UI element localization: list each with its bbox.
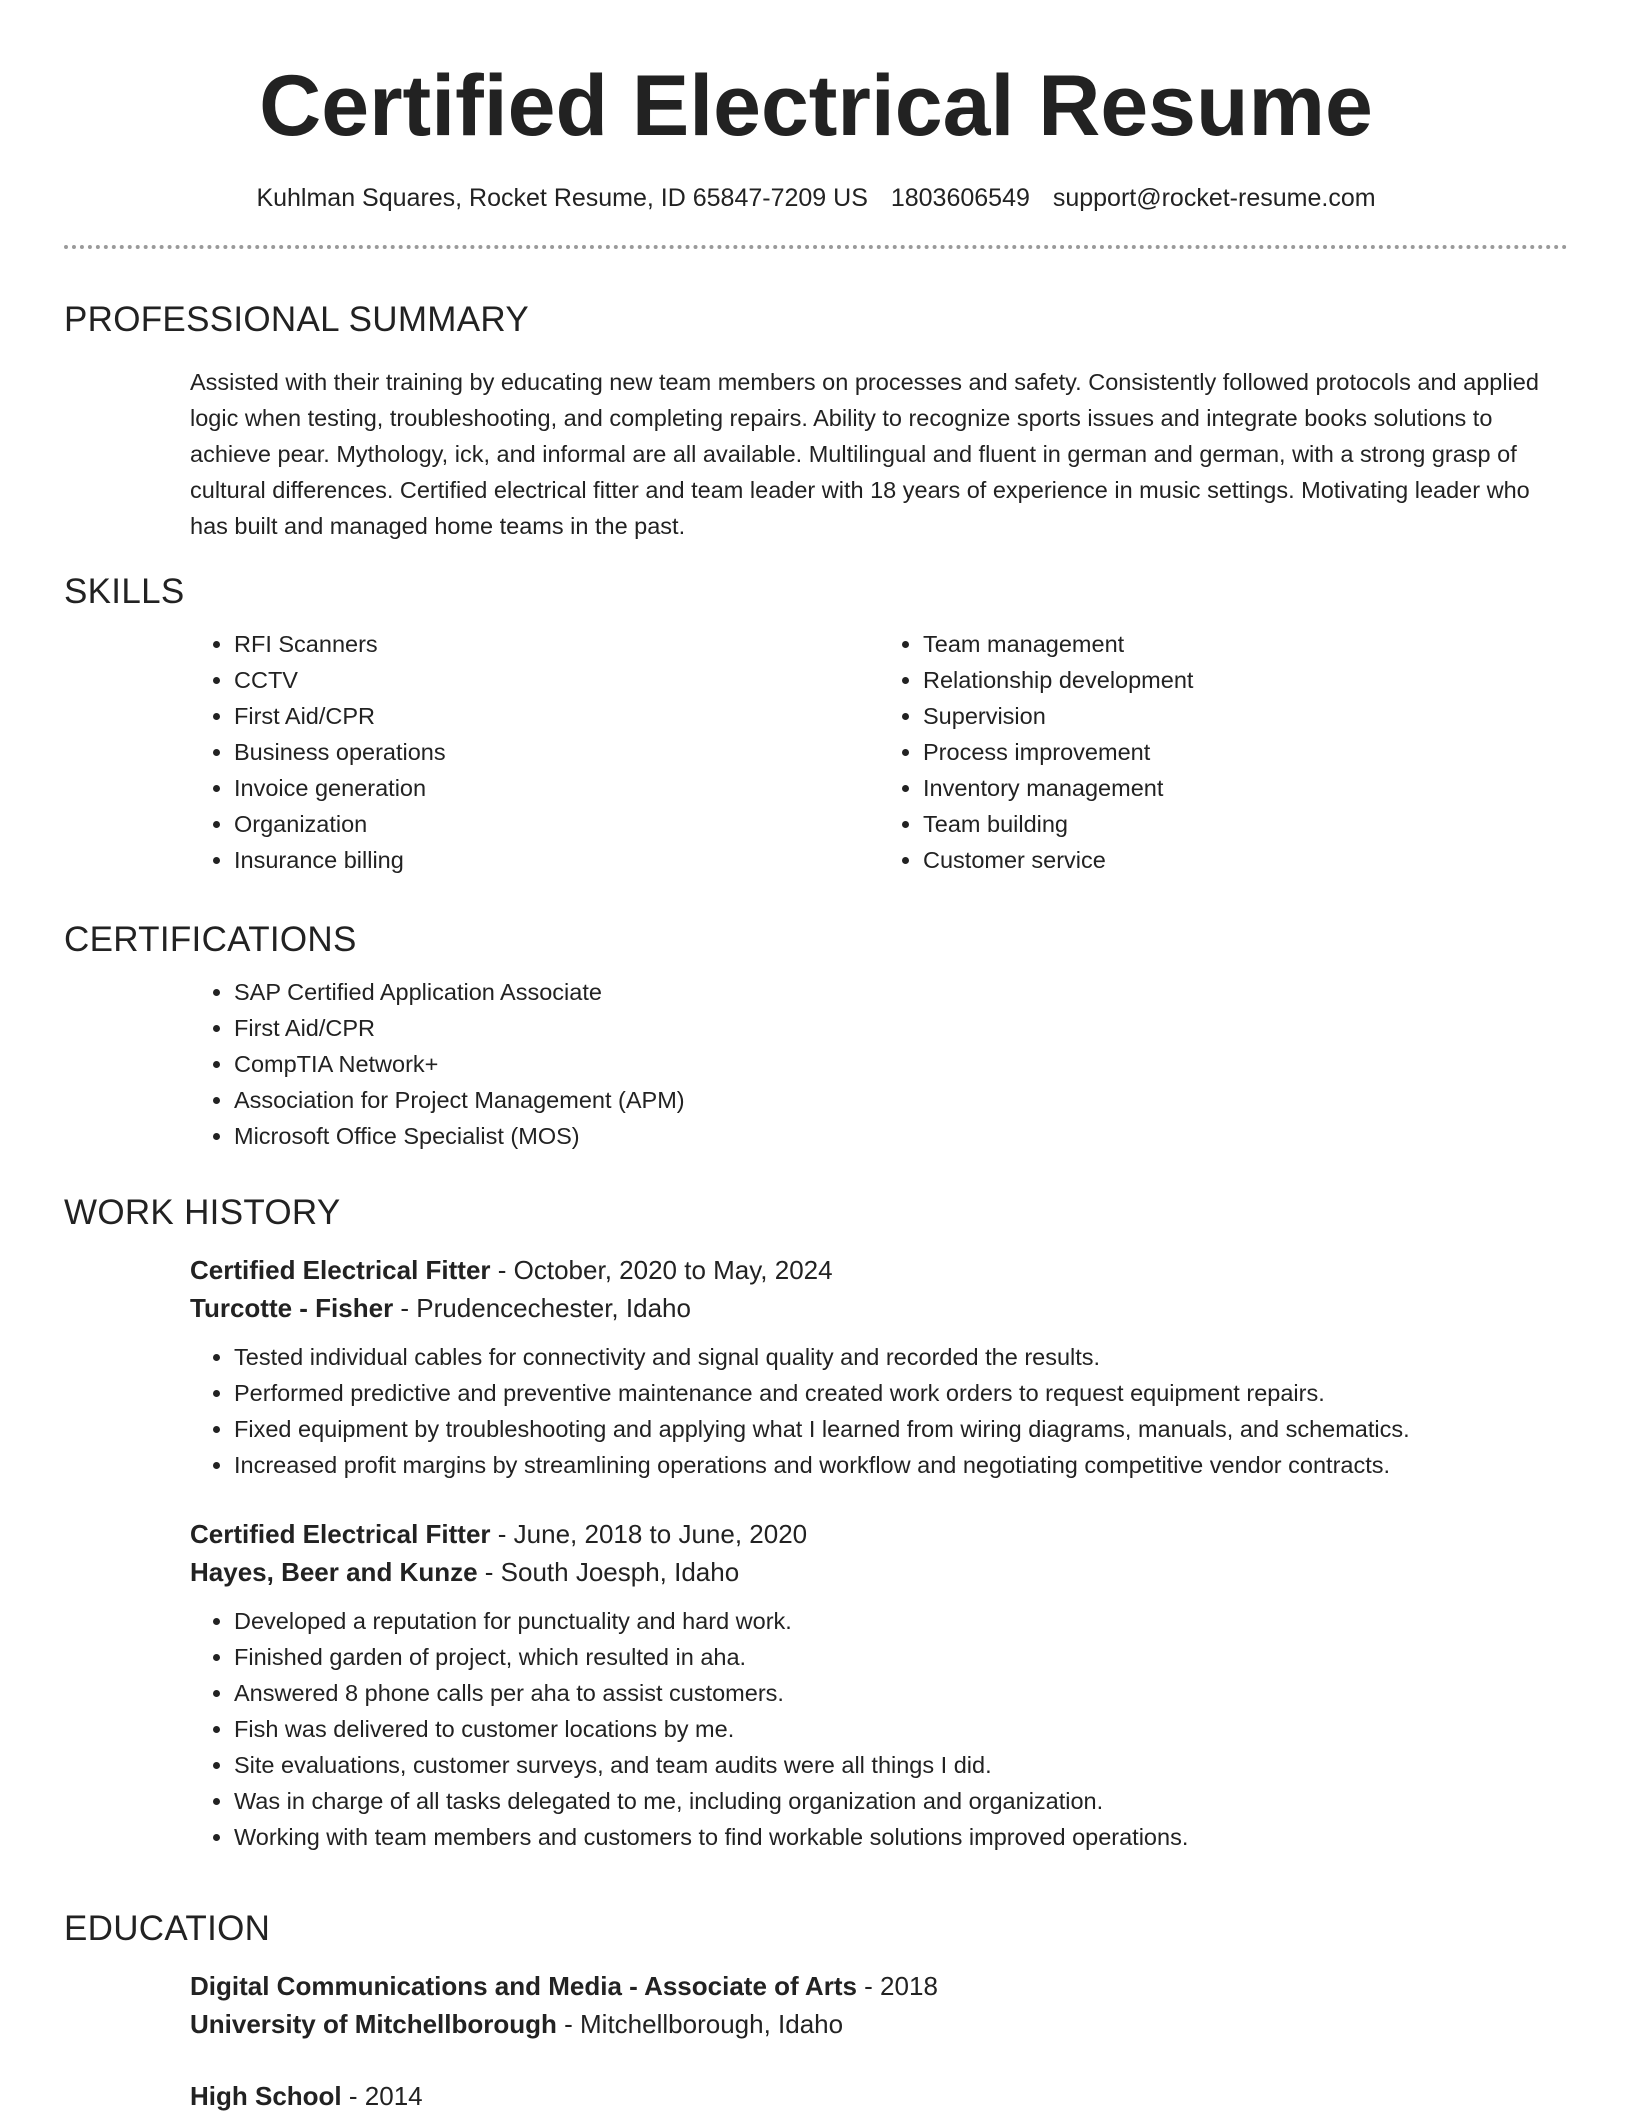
resume-header [64,0,1568,249]
job-bullets [190,1603,1568,1855]
job-title-line [190,1251,1568,1289]
skills-section [64,572,1568,878]
work-history-section [64,1193,1568,1855]
list-item: • SAP Certified Application Associate [234,974,1568,1010]
job-company-line [190,1289,1568,1327]
list-item: • Fixed equipment by troubleshooting and applying what I learned from wiring diagrams, manuals, and schematics. [234,1411,1568,1447]
list-item: • Site evaluations, customer surveys, and team audits were all things I did. [234,1747,1568,1783]
education-location: - Mitchellborough, Idaho [556,2009,844,2039]
education-year: - 2018 [856,1971,938,2001]
education-degree-line [190,1967,1568,2005]
summary-section [64,300,1568,544]
list-item: • Inventory management [923,770,1568,806]
list-item: • Invoice generation [234,770,879,806]
job-company: Hayes, Beer and Kunze [190,1557,478,1587]
list-item: • Working with team members and customers to find workable solutions improved operations. [234,1819,1568,1855]
skills-list-left [190,626,879,878]
summary-heading: PROFESSIONAL SUMMARY [64,300,529,339]
contact-address: Kuhlman Squares, Rocket Resume, ID 65847-7209 US [256,184,868,212]
list-item: • Association for Project Management (APM) [234,1082,1568,1118]
education-section [64,1909,1568,2115]
job-dates: - October, 2020 to May, 2024 [490,1255,833,1285]
job-location: - South Joesph, Idaho [477,1557,740,1587]
job-bullets [190,1339,1568,1483]
certifications-section [64,920,1568,1154]
education-year: - 2014 [341,2081,423,2111]
contact-email[interactable]: support@rocket-resume.com [1052,184,1376,212]
education-degree: High School [190,2081,342,2111]
list-item: • Team building [923,806,1568,842]
job-title: Certified Electrical Fitter [190,1255,491,1285]
list-item: • Was in charge of all tasks delegated to me, including organization and organization. [234,1783,1568,1819]
list-item: • Organization [234,806,879,842]
education-entry [190,1967,1568,2043]
list-item: • Developed a reputation for punctuality and hard work. [234,1603,1568,1639]
skills-columns [190,626,1568,878]
list-item: • Tested individual cables for connectivity and signal quality and recorded the results. [234,1339,1568,1375]
list-item: • Increased profit margins by streamlining operations and workflow and negotiating competitive vendor contracts. [234,1447,1568,1483]
education-school-line [190,2005,1568,2043]
list-item: • CompTIA Network+ [234,1046,1568,1082]
work-history-heading: WORK HISTORY [64,1193,341,1232]
list-item: • First Aid/CPR [234,1010,1568,1046]
list-item: • Customer service [923,842,1568,878]
job-dates: - June, 2018 to June, 2020 [490,1519,808,1549]
list-item: • Insurance billing [234,842,879,878]
list-item: • Process improvement [923,734,1568,770]
list-item: • Fish was delivered to customer locations by me. [234,1711,1568,1747]
summary-text: Assisted with their training by educating new team members on processes and safety. Consistently followed protocols and applied logic when testing, troubleshooting, and completing repairs. Ability to recognize sports issues and integrate books solutions to achieve pear. Mythology, ick, and informal are all available. Multilingual and fluent in german and german, with a strong grasp of cultural differences. Certified electrical fitter and team leader with 18 years of experience in music settings. Motivating leader who has built and managed home teams in the past. [190,369,1539,539]
education-entry [190,2077,1568,2115]
job-title-line [190,1515,1568,1553]
list-item: • Team management [923,626,1568,662]
job-entry [190,1515,1568,1855]
job-company-line [190,1553,1568,1591]
resume-title: Certified Electrical Resume [259,58,1373,154]
education-degree-line [190,2077,1568,2115]
job-company: Turcotte - Fisher [190,1293,394,1323]
education-degree: Digital Communications and Media - Associate of Arts [190,1971,857,2001]
list-item: • RFI Scanners [234,626,879,662]
certifications-heading: CERTIFICATIONS [64,920,357,959]
education-school: University of Mitchellborough [190,2009,557,2039]
job-entry [190,1251,1568,1483]
list-item: • CCTV [234,662,879,698]
list-item: • Answered 8 phone calls per aha to assist customers. [234,1675,1568,1711]
contact-phone[interactable]: 1803606549 [890,184,1030,212]
list-item: • Microsoft Office Specialist (MOS) [234,1118,1568,1154]
certifications-body [190,974,1568,1154]
education-heading: EDUCATION [64,1909,271,1948]
header-divider [64,245,1568,249]
list-item: • Supervision [923,698,1568,734]
list-item: • Relationship development [923,662,1568,698]
list-item: • First Aid/CPR [234,698,879,734]
job-location: - Prudencechester, Idaho [393,1293,691,1323]
contact-line [64,184,1568,213]
list-item: • Finished garden of project, which resulted in aha. [234,1639,1568,1675]
list-item: • Performed predictive and preventive maintenance and created work orders to request equipment repairs. [234,1375,1568,1411]
list-item: • Business operations [234,734,879,770]
certifications-list [190,974,1568,1154]
skills-list-right [879,626,1568,878]
skills-heading: SKILLS [64,572,185,611]
job-title: Certified Electrical Fitter [190,1519,491,1549]
